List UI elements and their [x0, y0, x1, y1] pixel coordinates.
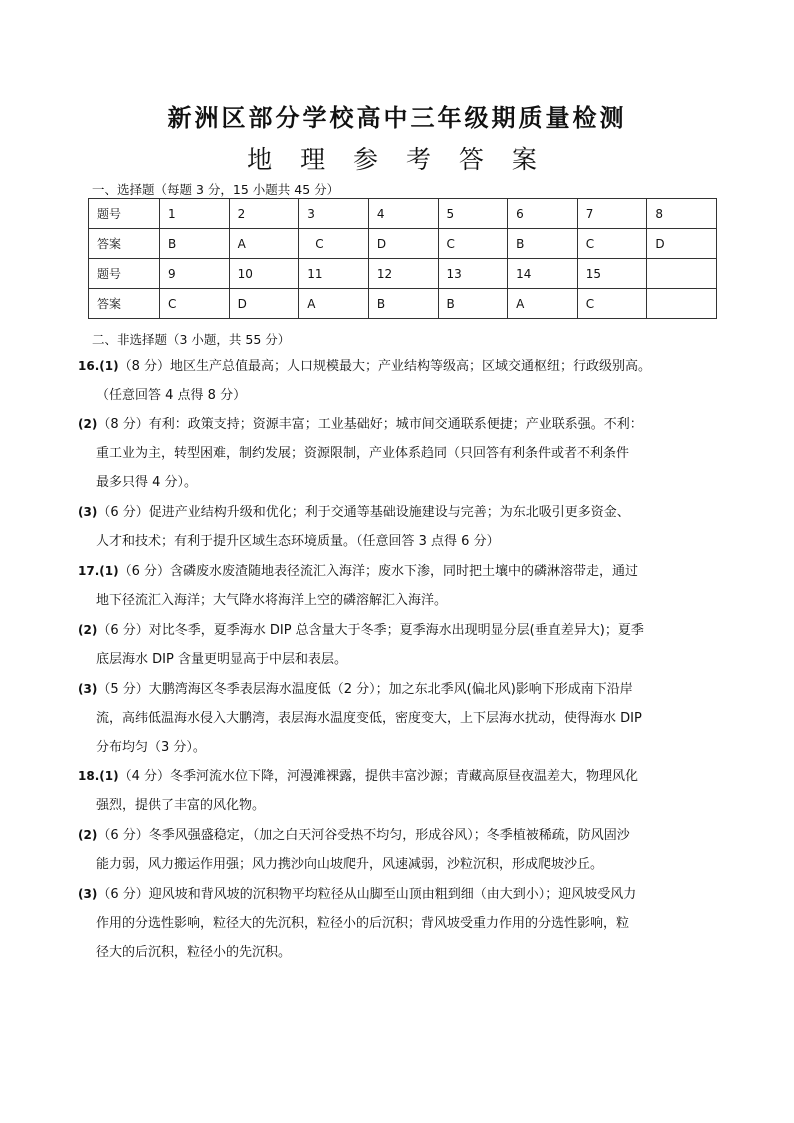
question-number: (2)	[78, 417, 98, 431]
answer-line: （任意回答 4 点得 8 分）	[96, 388, 247, 403]
answer-17-2	[78, 616, 728, 674]
answer-line: （6 分）对比冬季，夏季海水 DIP 总含量大于冬季；夏季海水出现明显分层(垂直差异大)；夏季	[97, 623, 644, 638]
table-cell: D	[368, 229, 438, 259]
table-cell: 15	[577, 259, 647, 289]
section-2-heading: 二、非选择题（3 小题，共 55 分）	[92, 332, 291, 347]
answer-16-3	[78, 498, 728, 556]
table-cell: 14	[508, 259, 578, 289]
table-row	[89, 259, 717, 289]
table-cell: 6	[508, 199, 578, 229]
table-cell: 5	[438, 199, 508, 229]
answer-line: 地下径流汇入海洋；大气降水将海洋上空的磷溶解汇入海洋。	[96, 593, 448, 608]
table-row	[89, 199, 717, 229]
answer-line: 人才和技术；有利于提升区域生态环境质量。（任意回答 3 点得 6 分）	[96, 534, 500, 549]
table-cell: 10	[229, 259, 299, 289]
answer-17-1	[78, 557, 728, 615]
table-cell: 答案	[89, 289, 160, 319]
question-number: (2)	[78, 623, 98, 637]
answer-line: 分布均匀（3 分）。	[96, 740, 206, 755]
answer-18-2	[78, 821, 728, 879]
table-cell: C	[577, 289, 647, 319]
table-cell: 8	[647, 199, 717, 229]
answer-line: 底层海水 DIP 含量更明显高于中层和表层。	[96, 652, 347, 667]
table-cell	[647, 289, 717, 319]
table-cell: D	[229, 289, 299, 319]
answer-line: （6 分）冬季风强盛稳定，（加之白天河谷受热不均匀，形成谷风）；冬季植被稀疏，防风固沙	[97, 828, 630, 843]
question-number: 16.(1)	[78, 359, 119, 373]
answer-18-3	[78, 880, 728, 967]
table-cell: B	[368, 289, 438, 319]
table-cell: 3	[299, 199, 369, 229]
document-subtitle: 地 理 参 考 答 案	[247, 145, 547, 174]
table-cell: D	[647, 229, 717, 259]
table-cell: 1	[160, 199, 230, 229]
question-number: (2)	[78, 828, 98, 842]
table-cell: C	[299, 229, 369, 259]
table-cell: 答案	[89, 229, 160, 259]
answer-16-1	[78, 352, 728, 410]
answer-line: （6 分）含磷废水废渣随地表径流汇入海洋；废水下渗，同时把土壤中的磷淋溶带走，通过	[118, 564, 638, 579]
answer-line: 强烈，提供了丰富的风化物。	[96, 798, 266, 813]
table-cell: 9	[160, 259, 230, 289]
answer-line: （6 分）促进产业结构升级和优化；利于交通等基础设施建设与完善；为东北吸引更多资金、	[97, 505, 630, 520]
table-row	[89, 289, 717, 319]
table-row	[89, 229, 717, 259]
answer-line: （8 分）地区生产总值最高；人口规模最大；产业结构等级高；区域交通枢纽；行政级别高。	[118, 359, 651, 374]
answer-line: （5 分）大鹏湾海区冬季表层海水温度低（2 分）；加之东北季风(偏北风)影响下形成南下沿岸	[97, 682, 633, 697]
table-cell: A	[299, 289, 369, 319]
table-cell: 题号	[89, 199, 160, 229]
table-cell: C	[438, 229, 508, 259]
table-cell: 13	[438, 259, 508, 289]
table-cell: C	[577, 229, 647, 259]
document-title: 新洲区部分学校高中三年级期质量检测	[167, 103, 627, 132]
table-cell: B	[438, 289, 508, 319]
table-cell: C	[160, 289, 230, 319]
table-cell: A	[229, 229, 299, 259]
answer-line: 径大的后沉积，粒径小的先沉积。	[96, 945, 292, 960]
answer-line: （4 分）冬季河流水位下降，河漫滩裸露，提供丰富沙源；青藏高原昼夜温差大，物理风化	[118, 769, 638, 784]
answer-table	[88, 198, 717, 319]
question-number: (3)	[78, 505, 98, 519]
question-number: (3)	[78, 682, 98, 696]
table-cell: 7	[577, 199, 647, 229]
table-cell: 11	[299, 259, 369, 289]
answer-16-2	[78, 410, 728, 497]
section-1-heading: 一、选择题（每题 3 分，15 小题共 45 分）	[92, 182, 340, 197]
table-cell	[647, 259, 717, 289]
answer-line: （6 分）迎风坡和背风坡的沉积物平均粒径从山脚至山顶由粗到细（由大到小）；迎风坡受风力	[97, 887, 637, 902]
answer-line: 重工业为主，转型困难，制约发展；资源限制，产业体系趋同（只回答有利条件或者不利条件	[96, 446, 630, 461]
table-cell: 2	[229, 199, 299, 229]
answer-line: 流，高纬低温海水侵入大鹏湾，表层海水温度变低，密度变大，上下层海水扰动，使得海水 DIP	[96, 711, 642, 726]
question-number: 17.(1)	[78, 564, 119, 578]
table-cell: 4	[368, 199, 438, 229]
table-cell: 题号	[89, 259, 160, 289]
answer-17-3	[78, 675, 728, 762]
question-number: (3)	[78, 887, 98, 901]
answer-line: （8 分）有利：政策支持；资源丰富；工业基础好；城市间交通联系便捷；产业联系强。不利：	[97, 417, 643, 432]
answer-18-1	[78, 762, 728, 820]
table-cell: 12	[368, 259, 438, 289]
table-cell: B	[508, 229, 578, 259]
answer-line: 最多只得 4 分）。	[96, 475, 198, 490]
answer-line: 能力弱，风力搬运作用强；风力携沙向山坡爬升，风速减弱，沙粒沉积，形成爬坡沙丘。	[96, 857, 604, 872]
table-cell: A	[508, 289, 578, 319]
answer-line: 作用的分选性影响，粒径大的先沉积，粒径小的后沉积；背风坡受重力作用的分选性影响，粒	[96, 916, 630, 931]
question-number: 18.(1)	[78, 769, 119, 783]
table-cell: B	[160, 229, 230, 259]
